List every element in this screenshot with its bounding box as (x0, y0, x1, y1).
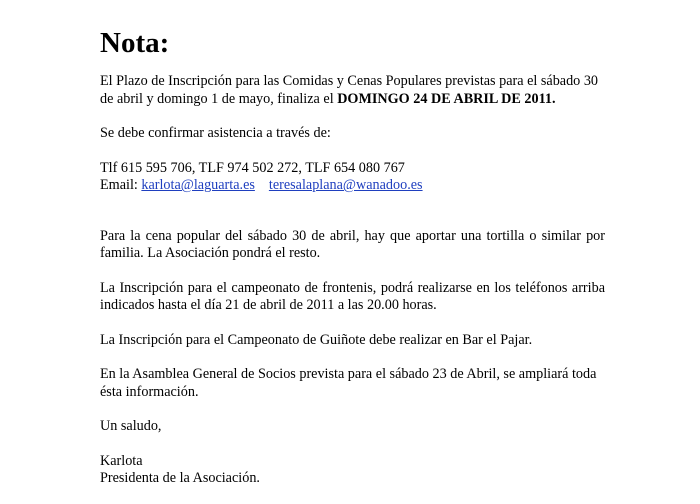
email-link-karlota[interactable]: karlota@laguarta.es (141, 177, 255, 193)
plazo-text: El Plazo de Inscripción para las Comidas y Cenas Populares previstas para el sábado 30 de abril y domingo 1 de mayo, finaliza el (100, 73, 599, 107)
email-link-teresa[interactable]: teresalaplana@wanadoo.es (268, 177, 423, 193)
signature-name: Karlota (100, 452, 143, 469)
email-line (100, 177, 605, 195)
confirm-paragraph: Se debe confirmar asistencia a través de: (100, 125, 331, 141)
signature-role: Presidenta de la Asociación. (100, 470, 260, 486)
phones-line: Tlf 615 595 706, TLF 974 502 272, TLF 654 080 767 (100, 159, 405, 176)
asamblea-paragraph: En la Asamblea General de Socios prevista para el sábado 23 de Abril, se ampliará toda ésta información. (100, 366, 597, 400)
document-body (100, 26, 605, 488)
closing-text: Un saludo, (100, 418, 162, 434)
deadline-text: DOMINGO 24 DE ABRIL DE 2011. (337, 90, 556, 107)
frontenis-paragraph: La Inscripción para el campeonato de frontenis, podrá realizarse en los teléfonos arriba indicados hasta el día 21 de abril de 2011 a las 20.00 horas. (100, 279, 605, 313)
email-label: Email: (100, 177, 138, 193)
page-title: Nota: (100, 27, 170, 59)
guinote-paragraph: La Inscripción para el Campeonato de Guiñote debe realizar en Bar el Pajar. (100, 331, 533, 348)
cena-paragraph: Para la cena popular del sábado 30 de abril, hay que aportar una tortilla o similar por familia. La Asociación pondrá el resto. (100, 227, 605, 261)
plazo-paragraph (100, 73, 605, 108)
